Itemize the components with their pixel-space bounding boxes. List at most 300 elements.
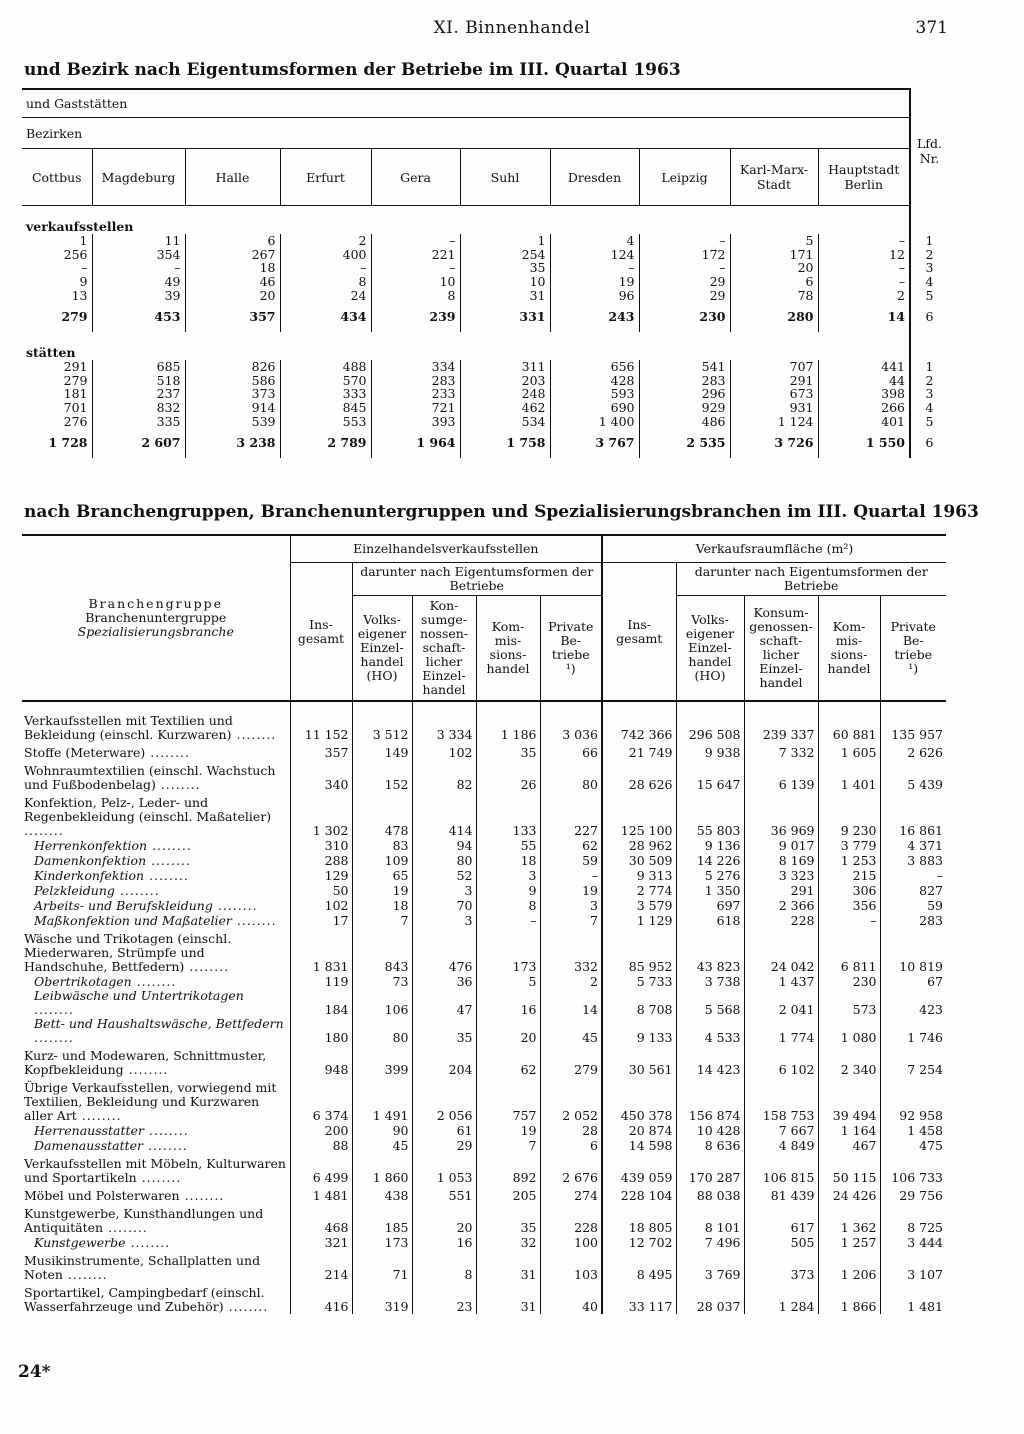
t1-cell: 929 [639,401,730,415]
t1-cell: 35 [460,261,550,275]
t1-cell: 46 [185,275,280,289]
col-kommission-1: Kom- mis- sions- handel [476,596,540,702]
t1-cell: 279 [22,374,92,388]
col-privat-2: Private Be- triebe ¹) [890,619,936,676]
table-row [22,261,946,275]
t2-cell: 71 [352,1250,412,1282]
t2-cell: 16 [412,1235,476,1250]
t2-cell: 158 753 [744,1077,818,1123]
t1-cell: 9 [22,275,92,289]
chapter-header: XI. Binnenhandel [433,18,591,38]
t2-cell: 170 287 [676,1153,744,1185]
stub-head-subgroup: Branchenuntergruppe [85,610,227,625]
t2-cell: 2 366 [744,898,818,913]
leader-dots: ........ [223,1299,269,1314]
t2-cell: 505 [744,1235,818,1250]
t1-row-number: 6 [925,309,934,325]
t2-cell: 551 [412,1185,476,1203]
t2-cell: 6 374 [290,1077,352,1123]
table-row-total [22,428,946,458]
t2-cell: – [540,868,602,883]
leader-dots: ........ [76,1108,122,1123]
t2-cell: 85 952 [602,928,676,974]
t1-row-number: 2 [925,246,934,262]
t1-cell: 333 [280,387,371,401]
t2-cell: 36 [412,974,476,989]
t2-cell: 70 [412,898,476,913]
sub-eigentum-2: darunter nach Eigentumsformen der Betriebe [676,563,946,596]
t2-cell: 52 [412,868,476,883]
t2-cell: 28 626 [602,760,676,792]
table-row [22,1123,946,1138]
t1-col-header: Gera [371,149,460,206]
t2-cell: 73 [352,974,412,989]
t1-total-cell: 3 767 [550,428,639,458]
t2-cell: 35 [476,742,540,760]
t1-cell: 826 [185,360,280,374]
t2-cell: 45 [540,1017,602,1045]
row-label: Arbeits- und Berufskleidung [34,898,213,913]
t2-cell: 3 512 [352,710,412,742]
t2-cell: 467 [818,1138,880,1153]
t2-cell: 35 [412,1017,476,1045]
t2-cell: 2 052 [540,1077,602,1123]
row-label: Musikinstrumente, Schallplatten und Noten [24,1253,261,1282]
t1-cell: 296 [639,387,730,401]
t2-cell: 2 056 [412,1077,476,1123]
t2-cell: 61 [412,1123,476,1138]
t2-cell: 3 [412,913,476,928]
t1-cell: 6 [730,275,818,289]
t2-cell: 1 253 [818,853,880,868]
t2-cell: 9 133 [602,1017,676,1045]
row-label: Bett- und Haushaltswäsche, Bettfedern [34,1016,284,1031]
table-row [22,275,946,289]
t1-cell: 10 [460,275,550,289]
t2-cell: 373 [744,1250,818,1282]
t1-cell: 845 [280,401,371,415]
t1-cell: 4 [550,234,639,248]
t2-cell: 475 [919,1138,943,1153]
t1-col-header: Hauptstadt Berlin [818,149,910,206]
t1-cell: 29 [639,275,730,289]
col-konsum-2: Konsum- genossen- schaft- licher Einzel- handel [744,596,818,702]
t2-cell: 1 860 [352,1153,412,1185]
leader-dots: ........ [34,1002,74,1017]
t1-total-cell: 2 789 [280,428,371,458]
t2-cell: 5 733 [602,974,676,989]
t2-cell: 36 969 [744,792,818,838]
t1-total-cell: 230 [639,302,730,332]
t1-cell: 1 [460,234,550,248]
t2-cell: 1 831 [290,928,352,974]
t1-cell: 441 [818,360,910,374]
t1-cell: 171 [730,248,818,262]
t2-cell: 1 206 [818,1250,880,1282]
t1-cell: 570 [280,374,371,388]
t1-col-header: Cottbus [22,149,92,206]
t2-cell: 332 [540,928,602,974]
t1-cell: 2 [818,288,910,302]
t2-cell: 65 [352,868,412,883]
t2-cell: 948 [290,1045,352,1077]
t2-cell: 319 [352,1282,412,1314]
leader-dots: ........ [136,1170,182,1185]
table-row [22,792,946,838]
t2-cell: 310 [290,838,352,853]
t2-cell: 50 [290,883,352,898]
t2-cell: 50 115 [818,1153,880,1185]
table-row [22,974,946,989]
t1-row-number: 1 [925,359,934,375]
t2-cell: 88 038 [676,1185,744,1203]
leader-dots: ........ [184,959,230,974]
t2-cell: 90 [352,1123,412,1138]
t1-cell: 393 [371,414,460,428]
t1-cell: – [639,234,730,248]
t2-cell: 6 811 [818,928,880,974]
t1-row-number: 3 [925,386,934,402]
t2-cell: 8 [412,1250,476,1282]
t2-cell: 3 [540,898,602,913]
t2-cell: 88 [290,1138,352,1153]
t2-cell: 5 [476,974,540,989]
t2-cell: 1 481 [907,1299,943,1314]
t2-cell: 29 [412,1138,476,1153]
t2-cell: 215 [818,868,880,883]
t1-col-header: Magdeburg [92,149,185,206]
t2-cell: 573 [818,989,880,1017]
t1-cell: 1 [22,234,92,248]
table-row [22,760,946,792]
t2-cell: 55 [476,838,540,853]
table-row [22,248,946,262]
t2-cell: 66 [540,742,602,760]
t2-cell: 288 [290,853,352,868]
t1-col-header: Karl-Marx-Stadt [730,149,818,206]
t2-cell: 16 861 [899,823,943,838]
t1-cell: 233 [371,387,460,401]
t2-cell: 129 [290,868,352,883]
t1-cell: 256 [22,248,92,262]
t1-cell: 276 [22,414,92,428]
t1-total-cell: 239 [371,302,460,332]
group-einzelhandel: Einzelhandelsverkaufsstellen [290,535,602,563]
t1-section-label: verkaufsstellen [22,206,910,235]
t2-cell: 30 561 [602,1045,676,1077]
t2-cell: 205 [476,1185,540,1203]
t2-cell: 1 302 [290,792,352,838]
t1-cell: 20 [730,261,818,275]
table-row [22,1203,946,1235]
row-label: Damenausstatter [34,1138,144,1153]
t2-cell: 45 [352,1138,412,1153]
t2-cell: 1 362 [818,1203,880,1235]
leader-dots: ........ [62,1267,108,1282]
t2-cell: 438 [352,1185,412,1203]
row-label: Maßkonfektion und Maßatelier [34,913,232,928]
t2-cell: 80 [412,853,476,868]
t2-cell: 80 [352,1017,412,1045]
t2-cell: 55 803 [676,792,744,838]
t1-cell: 24 [280,288,371,302]
t2-cell: 214 [290,1250,352,1282]
t2-cell: 23 [412,1282,476,1314]
row-label: Kurz- und Modewaren, Schnittmuster, Kopfbekleidung [24,1048,267,1077]
leader-dots: ........ [143,1123,189,1138]
table-row [22,1077,946,1123]
leader-dots: ........ [24,823,64,838]
t2-cell: 149 [352,742,412,760]
t1-cell: 78 [730,288,818,302]
t2-cell: 1 605 [818,742,880,760]
t2-cell: 279 [540,1045,602,1077]
row-label: Herrenkonfektion [34,838,148,853]
t1-row-number: 5 [925,287,934,303]
t2-cell: 12 702 [602,1235,676,1250]
t2-cell: 7 [476,1138,540,1153]
page-number: 371 [915,18,948,38]
table-row [22,360,946,374]
t2-cell: 31 [476,1250,540,1282]
t1-cell: 586 [185,374,280,388]
leader-dots: ........ [179,1188,225,1203]
t2-cell: 9 938 [676,742,744,760]
row-label: Kinderkonfektion [34,868,145,883]
t1-cell: 311 [460,360,550,374]
t2-cell: 416 [290,1282,352,1314]
col-insgesamt-2: Ins- gesamt [602,563,676,702]
table-row [22,1250,946,1282]
t1-cell: 5 [730,234,818,248]
t2-cell: 43 823 [676,928,744,974]
t1-total-cell: 2 607 [92,428,185,458]
row-label: Damenkonfektion [34,853,147,868]
t2-cell: 14 226 [676,853,744,868]
table-row [22,1235,946,1250]
t2-cell: 18 [476,853,540,868]
t2-cell: 2 676 [540,1153,602,1185]
t1-cell: – [550,261,639,275]
t2-cell: 1 053 [412,1153,476,1185]
t2-cell: 14 423 [676,1045,744,1077]
t2-cell: 135 957 [891,727,943,742]
t2-cell: 59 [927,898,943,913]
t1-header-gaststaetten: und Gaststätten [22,89,910,118]
t2-cell: 24 042 [744,928,818,974]
t2-cell: 3 107 [907,1267,943,1282]
t2-cell: 92 958 [899,1108,943,1123]
t2-cell: 8 [476,898,540,913]
t1-cell: 124 [550,248,639,262]
t1-cell: – [818,275,910,289]
t2-cell: 283 [919,913,943,928]
t2-cell: 102 [290,898,352,913]
t2-cell: 3 [476,868,540,883]
t2-cell: 28 962 [602,838,676,853]
t2-cell: 1 746 [907,1030,943,1045]
t2-cell: 67 [927,974,943,989]
t2-cell: 617 [744,1203,818,1235]
t1-cell: 354 [92,248,185,262]
t2-cell: 8 725 [907,1220,943,1235]
t1-cell: 221 [371,248,460,262]
t2-cell: 185 [352,1203,412,1235]
t2-cell: 19 [352,883,412,898]
t2-cell: 47 [412,989,476,1017]
t2-cell: 228 104 [602,1185,676,1203]
table-row [22,928,946,974]
t2-cell: 40 [540,1282,602,1314]
table-row [22,1138,946,1153]
table-row [22,853,946,868]
t2-cell: 106 [352,989,412,1017]
t1-cell: 400 [280,248,371,262]
t2-cell: 200 [290,1123,352,1138]
t1-cell: 539 [185,414,280,428]
t2-cell: 476 [412,928,476,974]
t1-total-cell: 3 238 [185,428,280,458]
t2-cell: 9 017 [744,838,818,853]
t2-cell: 1 257 [818,1235,880,1250]
t2-cell: 33 117 [602,1282,676,1314]
t2-cell: 6 [540,1138,602,1153]
leader-dots: ........ [123,1062,169,1077]
t2-cell: 291 [744,883,818,898]
t2-cell: 3 334 [412,710,476,742]
t2-cell: 3 779 [818,838,880,853]
t1-cell: 13 [22,288,92,302]
t2-cell: 184 [290,989,352,1017]
t2-cell: 156 874 [676,1077,744,1123]
t2-cell: 827 [919,883,943,898]
t2-cell: 152 [352,760,412,792]
t1-total-cell: 1 728 [22,428,92,458]
t2-cell: 18 [352,898,412,913]
t1-cell: 656 [550,360,639,374]
table-row [22,1045,946,1077]
t2-cell: 9 [476,883,540,898]
row-label: Verkaufsstellen mit Textilien und Bekleidung (einschl. Kurzwaren) [24,713,233,742]
t2-cell: 1 284 [744,1282,818,1314]
t1-cell: 49 [92,275,185,289]
t2-cell: 2 041 [744,989,818,1017]
t1-cell: 237 [92,387,185,401]
t1-cell: 10 [371,275,460,289]
t1-total-cell: 279 [22,302,92,332]
t2-cell: 8 101 [676,1203,744,1235]
stub-head-spec: Spezialisierungsbranche [77,624,234,639]
t1-cell: 335 [92,414,185,428]
leader-dots: ........ [114,883,160,898]
t2-cell: 6 102 [744,1045,818,1077]
t2-cell: 18 805 [602,1203,676,1235]
t2-cell: 103 [540,1250,602,1282]
row-label: Kunstgewerbe [34,1235,126,1250]
t1-cell: 172 [639,248,730,262]
t2-cell: 7 332 [744,742,818,760]
t2-cell: 15 647 [676,760,744,792]
t2-cell: 227 [540,792,602,838]
t2-cell: 230 [818,974,880,989]
district-table [22,88,946,458]
leader-dots: ........ [146,853,191,868]
t2-cell: 1 080 [818,1017,880,1045]
t1-cell: 8 [280,275,371,289]
t1-total-cell: 1 550 [818,428,910,458]
t1-col-header: Leipzig [639,149,730,206]
t2-cell: 1 866 [818,1282,880,1314]
t2-cell: 450 378 [602,1077,676,1123]
t2-cell: 3 036 [540,710,602,742]
t2-cell: 100 [540,1235,602,1250]
t2-cell: 618 [676,913,744,928]
t1-cell: 12 [818,248,910,262]
col-konsum-1: Kon- sumge- nossen- schaft- licher Einzel- handel [412,596,476,702]
row-label: Sportartikel, Campingbedarf (einschl. Wasserfahrzeuge und Zubehör) [24,1285,265,1314]
t2-cell: 83 [352,838,412,853]
t2-cell: 3 323 [744,868,818,883]
t2-cell: 3 [412,883,476,898]
t1-cell: 39 [92,288,185,302]
t2-cell: 357 [290,742,352,760]
table-row [22,1153,946,1185]
t1-cell: – [280,261,371,275]
t2-cell: – [476,913,540,928]
t1-cell: 283 [639,374,730,388]
t2-cell: 59 [540,853,602,868]
t1-total-cell: 280 [730,302,818,332]
t2-cell: 19 [540,883,602,898]
t2-cell: 306 [818,883,880,898]
t1-cell: 254 [460,248,550,262]
t2-cell: 414 [412,792,476,838]
t2-cell: 843 [352,928,412,974]
table-row [22,387,946,401]
t2-cell: 26 [476,760,540,792]
t1-cell: 398 [818,387,910,401]
row-label: Verkaufsstellen mit Möbeln, Kulturwaren und Sportartikeln [24,1156,286,1185]
t1-row-number: 4 [925,400,934,416]
t2-cell: 80 [540,760,602,792]
t2-cell: 180 [290,1017,352,1045]
t2-cell: 1 458 [907,1123,943,1138]
t2-cell: 94 [412,838,476,853]
t2-cell: 1 401 [818,760,880,792]
t2-cell: 1 491 [352,1077,412,1123]
t1-cell: 18 [185,261,280,275]
t1-col-header: Halle [185,149,280,206]
leader-dots: ........ [144,868,189,883]
t1-cell: 1 124 [730,414,818,428]
t2-cell: 892 [476,1153,540,1185]
t1-row-number: 3 [925,260,934,276]
t2-cell: 1 437 [744,974,818,989]
leader-dots: ........ [131,974,177,989]
t1-header-bezirken: Bezirken [22,118,910,149]
t1-row-number: 5 [925,413,934,429]
row-label: Möbel und Polsterwaren [24,1188,180,1203]
t1-cell: 401 [818,414,910,428]
t1-cell: 181 [22,387,92,401]
col-insgesamt-1: Ins- gesamt [290,563,352,702]
t1-row-number: 4 [925,274,934,290]
row-label: Übrige Verkaufsstellen, vorwiegend mit Textilien, Bekleidung und Kurzwaren aller Art [24,1080,277,1123]
t2-cell: 21 749 [602,742,676,760]
t1-cell: 8 [371,288,460,302]
t1-row-number: 1 [925,233,934,249]
t2-cell: 228 [540,1203,602,1235]
